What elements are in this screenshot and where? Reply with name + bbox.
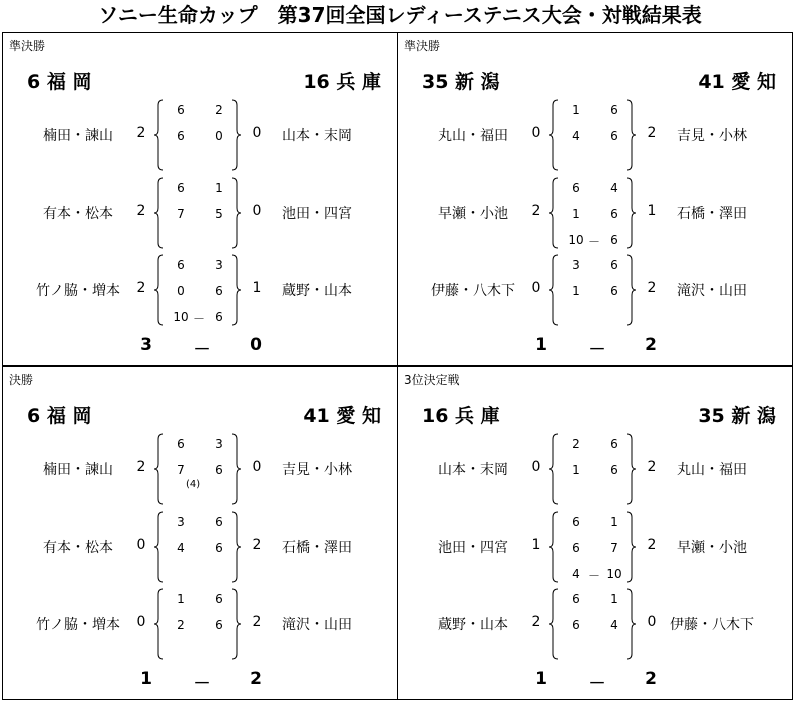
game-left: 4 (177, 541, 185, 555)
right-brace (231, 177, 241, 249)
game-right: 2 (215, 103, 223, 117)
tiebreak-score: (4) (186, 479, 201, 490)
left-team: 35 新 潟 (422, 71, 500, 93)
left-sets: 0 (531, 125, 541, 141)
game-left: 6 (177, 437, 185, 451)
total-left: 1 (535, 669, 547, 689)
game-score (164, 433, 234, 457)
game-right: 6 (215, 463, 223, 477)
game-score (559, 125, 629, 149)
left-brace (549, 99, 559, 171)
game-right: 6 (610, 284, 618, 298)
left-pair: 有本・松本 (43, 206, 113, 222)
match-row (3, 177, 397, 253)
match-row (398, 433, 792, 509)
game-left: 10 (173, 310, 189, 324)
game-score (559, 614, 629, 638)
game-score (559, 511, 629, 535)
right-pair: 石橋・澤田 (677, 206, 747, 222)
right-brace (626, 588, 636, 660)
stage-label: 3位決定戦 (404, 373, 460, 387)
game-left: 6 (177, 258, 185, 272)
left-pair: 楠田・諫山 (43, 128, 113, 144)
right-brace (231, 511, 241, 583)
match-row (3, 433, 397, 509)
right-pair: 丸山・福田 (677, 462, 747, 478)
right-sets: 2 (647, 280, 657, 296)
right-team: 41 愛 知 (303, 405, 381, 427)
game-score (164, 459, 234, 490)
left-brace (549, 511, 559, 583)
stage-label: 決勝 (9, 373, 34, 387)
game-dash: － (587, 569, 600, 583)
game-right: 0 (215, 129, 223, 143)
game-left: 6 (177, 181, 185, 195)
game-left: 2 (177, 618, 185, 632)
left-sets: 2 (136, 125, 146, 141)
left-brace (154, 433, 164, 505)
game-right: 6 (215, 618, 223, 632)
game-dash: － (587, 235, 600, 249)
game-left: 1 (572, 463, 580, 477)
game-score (164, 99, 234, 123)
game-left: 2 (572, 437, 580, 451)
left-brace (549, 433, 559, 505)
game-left: 0 (177, 284, 185, 298)
left-pair: 蔵野・山本 (438, 617, 508, 633)
game-score (559, 99, 629, 123)
total-right: 2 (250, 669, 262, 689)
game-right: 5 (215, 207, 223, 221)
game-score (559, 588, 629, 612)
right-brace (626, 511, 636, 583)
right-brace (626, 99, 636, 171)
game-score (164, 125, 234, 149)
game-score (559, 280, 629, 304)
left-sets: 1 (531, 537, 541, 553)
game-score (559, 563, 629, 587)
right-sets: 0 (252, 125, 262, 141)
right-brace (231, 433, 241, 505)
right-pair: 池田・四宮 (282, 206, 352, 222)
game-right: 7 (610, 541, 618, 555)
right-brace (231, 99, 241, 171)
game-left: 1 (572, 103, 580, 117)
left-brace (549, 254, 559, 326)
game-right: 1 (215, 181, 223, 195)
match-row (398, 254, 792, 330)
right-brace (231, 588, 241, 660)
right-sets: 2 (647, 125, 657, 141)
right-sets: 1 (647, 203, 657, 219)
team-total (526, 669, 666, 694)
total-dash: － (193, 674, 211, 694)
game-score (164, 177, 234, 201)
game-right: 6 (610, 207, 618, 221)
game-score (559, 177, 629, 201)
left-sets: 0 (531, 280, 541, 296)
game-left: 1 (177, 592, 185, 606)
game-right: 1 (610, 515, 618, 529)
game-dash: － (192, 312, 205, 326)
game-score (559, 229, 629, 253)
team-total (131, 669, 271, 694)
game-left: 10 (568, 233, 584, 247)
total-left: 1 (140, 669, 152, 689)
left-pair: 有本・松本 (43, 540, 113, 556)
total-left: 3 (140, 335, 152, 355)
team-total (526, 335, 666, 360)
game-score (559, 537, 629, 561)
left-pair: 池田・四宮 (438, 540, 508, 556)
game-score (164, 306, 234, 330)
right-sets: 0 (647, 614, 657, 630)
right-pair: 早瀬・小池 (677, 540, 747, 556)
stage-label: 準決勝 (404, 39, 441, 53)
game-left: 4 (572, 129, 580, 143)
right-pair: 山本・末岡 (282, 128, 352, 144)
right-pair: 石橋・澤田 (282, 540, 352, 556)
game-score (559, 203, 629, 227)
left-pair: 楠田・諫山 (43, 462, 113, 478)
game-right: 3 (215, 437, 223, 451)
game-left: 1 (572, 207, 580, 221)
left-pair: 竹ノ脇・増本 (36, 283, 120, 299)
right-team: 16 兵 庫 (303, 71, 381, 93)
total-right: 2 (645, 669, 657, 689)
game-score (164, 254, 234, 278)
left-brace (549, 588, 559, 660)
match-row (3, 99, 397, 175)
game-left: 6 (572, 592, 580, 606)
game-score (559, 433, 629, 457)
match-row (398, 99, 792, 175)
game-left: 4 (572, 567, 580, 581)
match-row (3, 588, 397, 664)
match-row (398, 588, 792, 664)
left-brace (154, 177, 164, 249)
right-brace (626, 177, 636, 249)
game-right: 3 (215, 258, 223, 272)
game-score (164, 511, 234, 535)
right-sets: 2 (647, 459, 657, 475)
right-pair: 滝沢・山田 (677, 283, 747, 299)
left-sets: 2 (531, 614, 541, 630)
total-left: 1 (535, 335, 547, 355)
left-team: 16 兵 庫 (422, 405, 500, 427)
right-sets: 2 (647, 537, 657, 553)
right-sets: 0 (252, 203, 262, 219)
right-pair: 滝沢・山田 (282, 617, 352, 633)
left-brace (154, 511, 164, 583)
game-left: 6 (177, 103, 185, 117)
game-right: 6 (215, 592, 223, 606)
game-right: 4 (610, 181, 618, 195)
left-team: 6 福 岡 (27, 405, 92, 427)
right-sets: 1 (252, 280, 262, 296)
left-team: 6 福 岡 (27, 71, 92, 93)
left-brace (154, 99, 164, 171)
game-score (559, 254, 629, 278)
game-left: 3 (177, 515, 185, 529)
left-pair: 山本・末岡 (438, 462, 508, 478)
game-score (164, 280, 234, 304)
game-right: 4 (610, 618, 618, 632)
left-sets: 0 (531, 459, 541, 475)
game-score (164, 588, 234, 612)
right-brace (626, 433, 636, 505)
result-panel (397, 32, 793, 366)
left-sets: 2 (531, 203, 541, 219)
left-pair: 早瀬・小池 (438, 206, 508, 222)
game-left: 1 (572, 284, 580, 298)
game-right: 6 (610, 233, 618, 247)
left-pair: 伊藤・八木下 (431, 283, 515, 299)
game-right: 6 (610, 258, 618, 272)
game-left: 3 (572, 258, 580, 272)
result-panel (2, 32, 398, 366)
match-row (3, 511, 397, 587)
right-pair: 蔵野・山本 (282, 283, 352, 299)
total-dash: － (193, 340, 211, 360)
game-left: 7 (177, 207, 185, 221)
left-brace (154, 588, 164, 660)
game-right: 6 (215, 515, 223, 529)
total-right: 2 (645, 335, 657, 355)
game-score (559, 459, 629, 483)
right-pair: 吉見・小林 (677, 128, 747, 144)
left-pair: 竹ノ脇・増本 (36, 617, 120, 633)
right-pair: 伊藤・八木下 (670, 617, 754, 633)
left-pair: 丸山・福田 (438, 128, 508, 144)
match-row (3, 254, 397, 330)
left-sets: 2 (136, 203, 146, 219)
right-sets: 2 (252, 614, 262, 630)
game-left: 6 (572, 515, 580, 529)
game-right: 10 (606, 567, 622, 581)
game-score (164, 203, 234, 227)
left-brace (154, 254, 164, 326)
game-right: 1 (610, 592, 618, 606)
total-right: 0 (250, 335, 262, 355)
game-left: 6 (572, 541, 580, 555)
left-sets: 0 (136, 537, 146, 553)
game-right: 6 (610, 463, 618, 477)
right-sets: 2 (252, 537, 262, 553)
right-pair: 吉見・小林 (282, 462, 352, 478)
game-right: 6 (610, 437, 618, 451)
stage-label: 準決勝 (9, 39, 46, 53)
right-brace (231, 254, 241, 326)
game-right: 6 (610, 129, 618, 143)
total-dash: － (588, 340, 606, 360)
game-right: 6 (610, 103, 618, 117)
left-sets: 2 (136, 280, 146, 296)
game-left: 6 (177, 129, 185, 143)
right-team: 35 新 潟 (698, 405, 776, 427)
match-row (398, 177, 792, 253)
page-title: ソニー生命カップ 第37回全国レディーステニス大会・対戦結果表 (98, 3, 702, 27)
game-score (164, 614, 234, 638)
game-right: 6 (215, 310, 223, 324)
game-left: 6 (572, 618, 580, 632)
match-row (398, 511, 792, 587)
left-sets: 0 (136, 614, 146, 630)
game-left: 6 (572, 181, 580, 195)
right-team: 41 愛 知 (698, 71, 776, 93)
game-right: 6 (215, 284, 223, 298)
game-left: 7 (177, 463, 185, 477)
total-dash: － (588, 674, 606, 694)
team-total (131, 335, 271, 360)
left-sets: 2 (136, 459, 146, 475)
game-right: 6 (215, 541, 223, 555)
result-panel (2, 366, 398, 700)
left-brace (549, 177, 559, 249)
right-sets: 0 (252, 459, 262, 475)
result-panel (397, 366, 793, 700)
right-brace (626, 254, 636, 326)
game-score (164, 537, 234, 561)
